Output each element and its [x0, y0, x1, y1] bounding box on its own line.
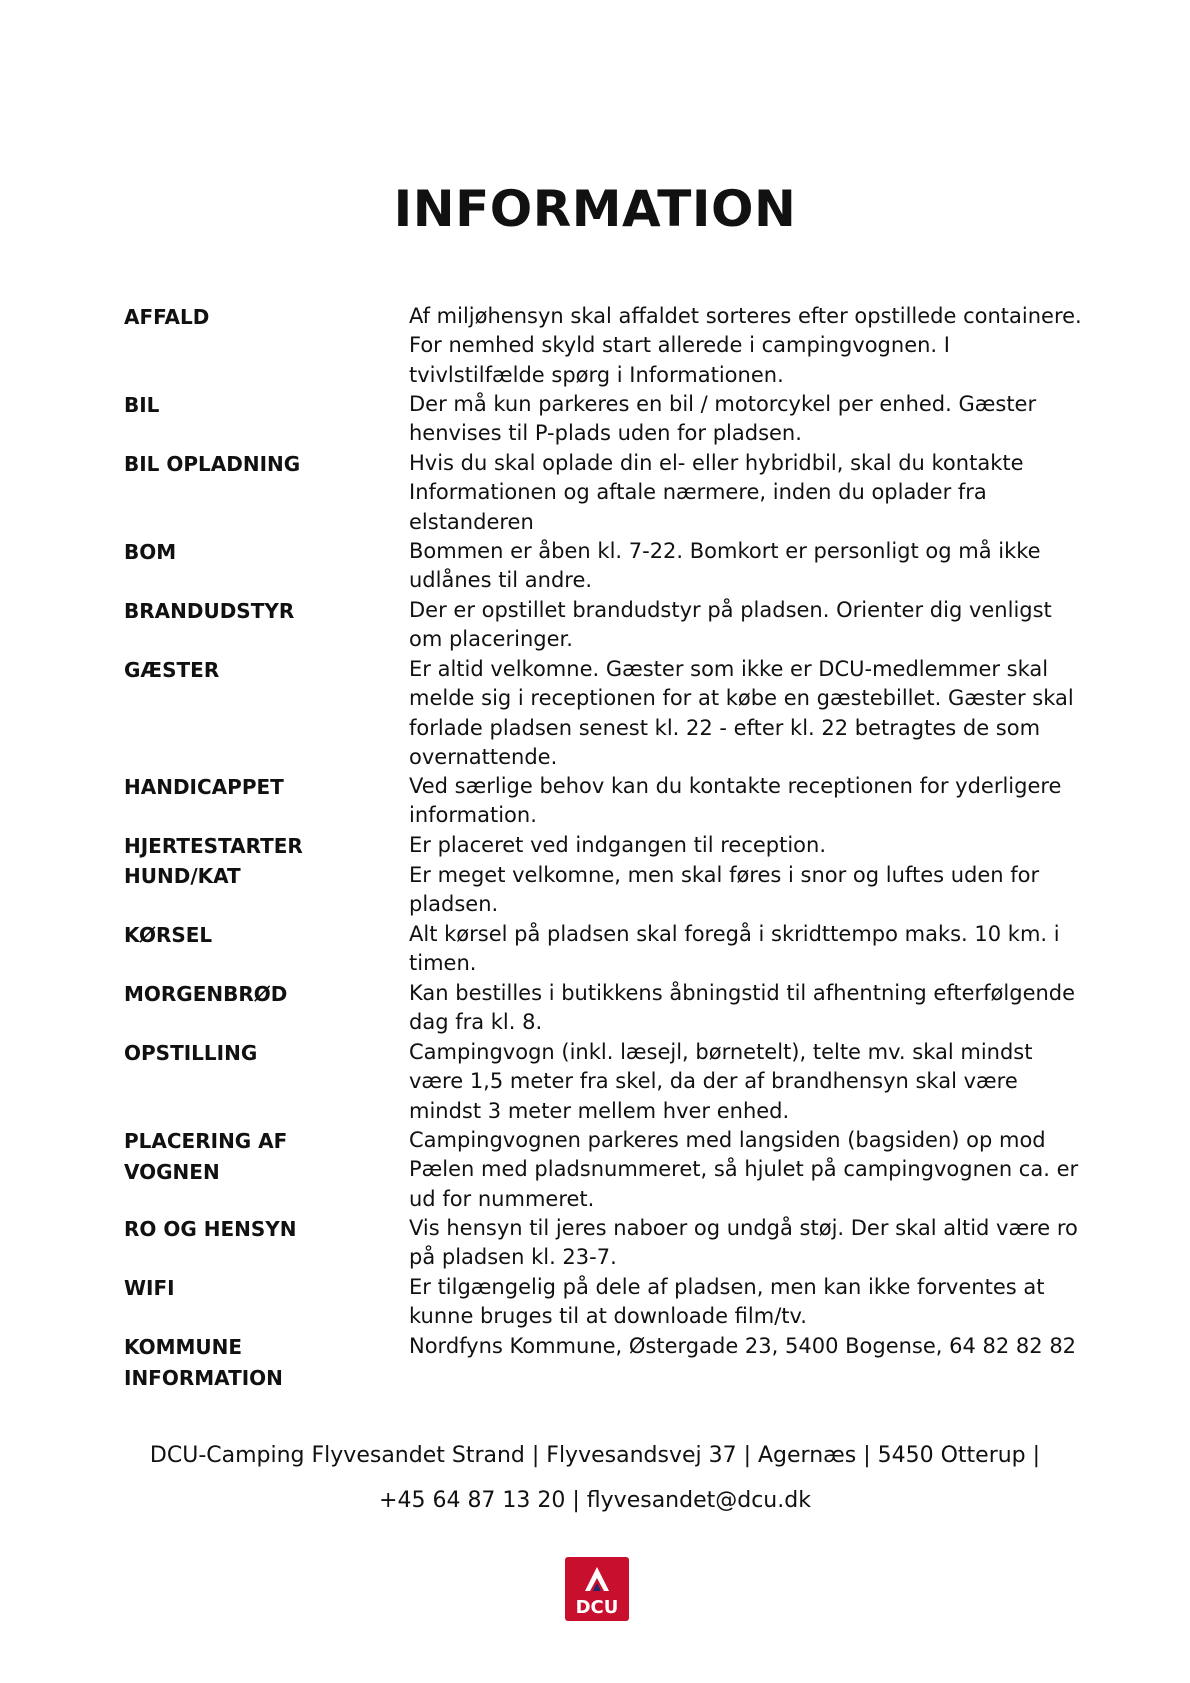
info-term: BIL OPLADNING: [124, 452, 301, 476]
info-desc: Vis hensyn til jeres naboer og undgå støj. Der skal altid være ro på pladsen kl. 23-7.: [409, 1216, 1078, 1270]
dcu-logo: [565, 1557, 629, 1621]
info-row-ro-og-hensyn: [124, 1214, 1084, 1273]
info-term: BOM: [124, 540, 177, 564]
page-title: INFORMATION: [393, 180, 797, 238]
info-term: RO OG HENSYN: [124, 1217, 297, 1241]
dcu-logo-text: DCU: [575, 1597, 619, 1618]
info-desc: Campingvognen parkeres med langsiden (bagsiden) op mod Pælen med pladsnummeret, så hjulet på campingvognen ca. er ud for nummeret.: [409, 1128, 1079, 1211]
info-term: BIL: [124, 393, 160, 417]
info-desc: Bommen er åben kl. 7-22. Bomkort er personligt og må ikke udlånes til andre.: [409, 539, 1041, 593]
info-row-kommune-information: [124, 1332, 1084, 1394]
info-desc: Der er opstillet brandudstyr på pladsen. Orienter dig venligst om placeringer.: [409, 598, 1052, 652]
info-row-wifi: [124, 1273, 1084, 1332]
info-row-bil: [124, 390, 1084, 449]
info-term: AFFALD: [124, 305, 210, 329]
info-row-placering-af-vognen: [124, 1126, 1084, 1214]
info-row-morgenbrod: [124, 979, 1084, 1038]
info-term: BRANDUDSTYR: [124, 599, 295, 623]
info-row-gaester: [124, 655, 1084, 772]
info-desc: Ved særlige behov kan du kontakte receptionen for yderligere information.: [409, 774, 1062, 828]
info-term: KOMMUNE INFORMATION: [124, 1335, 283, 1390]
info-row-affald: [124, 302, 1084, 390]
info-desc: Af miljøhensyn skal affaldet sorteres efter opstillede containere. For nemhed skyld start allerede i campingvognen. I tvivlstilfælde spørg i Informationen.: [409, 304, 1082, 387]
info-row-opstilling: [124, 1038, 1084, 1126]
info-term: HJERTESTARTER: [124, 834, 303, 858]
footer-contact: +45 64 87 13 20 | flyvesandet@dcu.dk: [379, 1488, 811, 1513]
info-row-bom: [124, 537, 1084, 596]
info-desc: Nordfyns Kommune, Østergade 23, 5400 Bogense, 64 82 82 82: [409, 1334, 1077, 1358]
info-desc: Kan bestilles i butikkens åbningstid til afhentning efterfølgende dag fra kl. 8.: [409, 981, 1076, 1035]
info-term: OPSTILLING: [124, 1041, 258, 1065]
info-desc: Er tilgængelig på dele af pladsen, men kan ikke forventes at kunne bruges til at downloade film/tv.: [409, 1275, 1045, 1329]
info-term: HANDICAPPET: [124, 775, 284, 799]
info-term: KØRSEL: [124, 923, 213, 947]
info-row-brandudstyr: [124, 596, 1084, 655]
info-row-bil-opladning: [124, 449, 1084, 537]
footer-address: DCU-Camping Flyvesandet Strand | Flyvesandsvej 37 | Agernæs | 5450 Otterup |: [149, 1443, 1041, 1468]
info-term: MORGENBRØD: [124, 982, 288, 1006]
info-desc: Er altid velkomne. Gæster som ikke er DCU-medlemmer skal melde sig i receptionen for at købe en gæstebillet. Gæster skal forlade pladsen senest kl. 22 - efter kl. 22 betragtes de som overnattende.: [409, 657, 1074, 769]
info-desc: Alt kørsel på pladsen skal foregå i skridttempo maks. 10 km. i timen.: [409, 922, 1060, 976]
info-desc: Der må kun parkeres en bil / motorcykel per enhed. Gæster henvises til P-plads uden for pladsen.: [409, 392, 1037, 446]
info-row-hjertestarter: [124, 831, 1084, 861]
info-desc: Campingvogn (inkl. læsejl, børnetelt), telte mv. skal mindst være 1,5 meter fra skel, da der af brandhensyn skal være mindst 3 meter mellem hver enhed.: [409, 1040, 1033, 1123]
info-term: HUND/KAT: [124, 864, 241, 888]
info-row-handicappet: [124, 772, 1084, 831]
info-term: GÆSTER: [124, 658, 220, 682]
info-row-hund-kat: [124, 861, 1084, 920]
info-desc: Er meget velkomne, men skal føres i snor og luftes uden for pladsen.: [409, 863, 1040, 917]
info-term: WIFI: [124, 1276, 175, 1300]
info-list: [124, 302, 1084, 1394]
info-desc: Er placeret ved indgangen til reception.: [409, 833, 827, 857]
info-term: PLACERING AF VOGNEN: [124, 1129, 288, 1184]
info-row-korsel: [124, 920, 1084, 979]
info-desc: Hvis du skal oplade din el- eller hybridbil, skal du kontakte Informationen og aftale nærmere, inden du oplader fra elstanderen: [409, 451, 1024, 534]
